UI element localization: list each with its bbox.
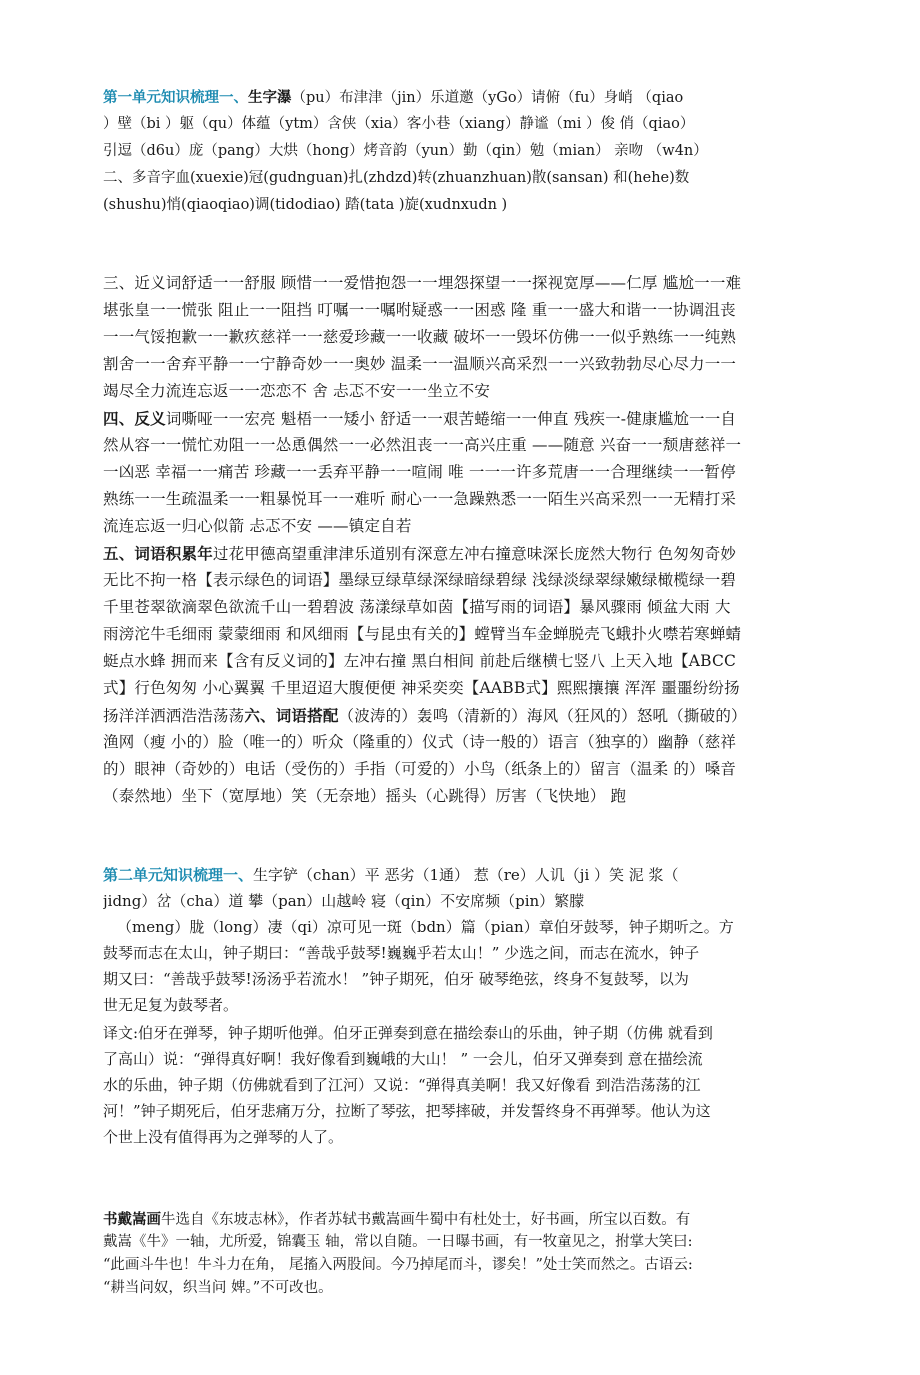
translation-line: 个世上没有值得再为之弹琴的人了。: [103, 1128, 344, 1146]
antonyms-heading: 四、反义: [103, 409, 166, 428]
unit1-section: [103, 84, 818, 219]
unit2-line: 第二单元知识梳理一、生字铲（chan）平 恶劣（1通） 惹（re）人讥（ji ）笑 泥 浆（: [103, 866, 679, 884]
unit1-line-1: 第一单元知识梳理一、生字瀑（pu）布津津（jin）乐道邀（yGo）请俯（fu）身峭 （qiao: [103, 89, 684, 106]
unit2-section: [103, 862, 818, 1018]
shudai-line: 书戴嵩画牛选自《东坡志林》，作者苏轼书戴嵩画牛蜀中有杜处士，好书画，所宝以百数。有: [103, 1211, 691, 1228]
unit2-line: 鼓琴而志在太山，钟子期曰：“善哉乎鼓琴!巍巍乎若太山！” 少选之间，而志在流水，钟子: [103, 944, 700, 962]
vocabulary-line: 式】行色匆匆 小心翼翼 千里迢迢大腹便便 神采奕奕【AABB式】熙熙攘攘 浑浑 噩噩纷纷扬: [103, 679, 740, 697]
synonyms-line: 一一气馁抱歉一一歉疚慈祥一一慈爱珍藏一一收藏 破坏一一毁坏仿佛一一似乎熟练一一纯熟: [103, 328, 737, 346]
unit1-subheading: 生字瀑: [248, 89, 292, 106]
collocation-line: 的）眼神（奇妙的）电话（受伤的）手指（可爱的）小鸟（纸条上的）留言（温柔 的）嗓音: [103, 760, 737, 778]
antonyms-line: 一凶恶 幸福一一痛苦 珍藏一一丢弃平静一一喧闹 唯 一一一许多荒唐一一合理继续一一暂停: [103, 463, 736, 481]
shudai-line: “此画斗牛也！牛斗力在角， 尾搐入两股间。今乃掉尾而斗，谬矣！”处士笑而然之。古语云:: [103, 1257, 693, 1273]
shudai-line: 戴嵩《牛》一轴，尤所爱，锦囊玉 轴，常以自随。一日曝书画，有一牧童见之，拊掌大笑曰:: [103, 1234, 693, 1250]
vocabulary-line: 蜓点水蜂 拥而来【含有反义词的】左冲右撞 黑白相间 前赴后继横七竖八 上天入地【ABCC: [103, 652, 737, 670]
vocabulary-line: 五、词语积累年过花甲德高望重津津乐道别有深意左冲右撞意味深长庞然大物行 色匆匆奇妙: [103, 544, 737, 563]
vocabulary-line: 雨滂沱牛毛细雨 蒙蒙细雨 和风细雨【与昆虫有关的】螳臂当车金蝉脱壳飞蛾扑火噤若寒蝉蜻: [103, 625, 742, 643]
translation-section: [103, 1020, 818, 1150]
translation-line: 了高山）说：“弹得真好啊！我好像看到巍峨的大山！ ” 一会儿，伯牙又弹奏到 意在描绘流: [103, 1050, 703, 1068]
synonyms-line: 割舍一一舍弃平静一一宁静奇妙一一奥妙 温柔一一温顺兴高采烈一一兴致勃勃尽心尽力一一: [103, 355, 737, 373]
collocation-line: （泰然地）坐下（宽厚地）笑（无奈地）摇头（心跳得）厉害（飞快地） 跑: [103, 787, 627, 805]
antonyms-line: 流连忘返一归心似箭 忐忑不安 ——镇定自若: [103, 517, 412, 535]
vocabulary-heading: 五、词语积累年: [103, 544, 213, 563]
synonyms-section: [103, 270, 818, 405]
antonyms-line: 四、反义词嘶哑一一宏亮 魁梧一一矮小 舒适一一艰苦蜷缩一一伸直 残疾一-健康尴尬一一自: [103, 409, 737, 428]
unit2-line: 世无足复为鼓琴者。: [103, 996, 239, 1014]
synonyms-line: 竭尽全力流连忘返一一恋恋不 舍 忐忑不安一一坐立不安: [103, 382, 491, 400]
vocabulary-line: 扬洋洋洒洒浩浩荡荡六、词语搭配（波涛的）轰鸣（清新的）海风（狂风的）怒吼（撕破的）: [103, 706, 747, 725]
vocabulary-line: 千里苍翠欲滴翠色欲流千山一碧碧波 荡漾绿草如茵【描写雨的词语】暴风骤雨 倾盆大雨 大: [103, 598, 731, 616]
collocation-heading: 六、词语搭配: [244, 706, 339, 725]
unit2-line: jidng）岔（cha）道 攀（pan）山越岭 寝（qin）不安席频（pin）繁朦: [103, 892, 585, 910]
vocabulary-section: [103, 540, 818, 810]
shudai-line: “耕当问奴，织当问 婢。”不可改也。: [103, 1280, 333, 1296]
translation-line: 水的乐曲，钟子期（仿佛就看到了江河）又说：“弹得真美啊！我又好像看 到浩浩荡荡的江: [103, 1076, 701, 1094]
translation-line: 译文:伯牙在弹琴，钟子期听他弹。伯牙正弹奏到意在描绘泰山的乐曲，钟子期（仿佛 就看到: [103, 1024, 713, 1042]
unit1-line-3: 引逗（d6u）庞（pang）大烘（hong）烤音韵（yun）勤（qin）勉（mian） 亲吻 （w4n）: [103, 143, 708, 159]
shudai-section: [103, 1208, 818, 1300]
synonyms-line: 堪张皇一一慌张 阻止一一阻挡 叮嘱一一嘱咐疑惑一一困惑 隆 重一一盛大和谐一一协调沮丧: [103, 301, 736, 319]
vocabulary-line: 无比不拘一格【表示绿色的词语】墨绿豆绿草绿深绿暗绿碧绿 浅绿淡绿翠绿嫩绿橄榄绿一碧: [103, 571, 737, 589]
collocation-line: 渔网（瘦 小的）脸（唯一的）听众（隆重的）仪式（诗一般的）语言（独享的）幽静（慈祥: [103, 733, 737, 751]
unit1-line-2: ）壁（bi ）躯（qu）体蕴（ytm）含侠（xia）客小巷（xiang）静谧（mi ）俊 俏（qiao）: [103, 116, 695, 132]
antonyms-section: [103, 405, 818, 540]
synonyms-line: 三、近义词舒适一一舒服 顾惜一一爱惜抱怨一一埋怨探望一一探视宽厚——仁厚 尴尬一一难: [103, 274, 742, 292]
antonyms-line: 然从容一一慌忙劝阻一一怂恿偶然一一必然沮丧一一高兴庄重 ——随意 兴奋一一颓唐慈祥一: [103, 436, 742, 454]
unit1-heading: 第一单元知识梳理一、: [103, 89, 248, 106]
unit2-line: （meng）胧（long）凄（qi）凉可见一斑（bdn）篇（pian）章伯牙鼓琴，钟子期听之。方: [117, 918, 734, 936]
unit1-line-4: 二、多音字血(xuexie)冠(gudnguan)扎(zhdzd)转(zhuanzhuan)散(sansan) 和(hehe)数: [103, 170, 690, 186]
unit2-heading: 第二单元知识梳理一、: [103, 866, 254, 884]
antonyms-line: 熟练一一生疏温柔一一粗暴悦耳一一难听 耐心一一急躁熟悉一一陌生兴高采烈一一无精打采: [103, 490, 737, 508]
unit2-line: 期又曰：“善哉乎鼓琴!汤汤乎若流水！ ”钟子期死，伯牙 破琴绝弦，终身不复鼓琴，以为: [103, 970, 689, 988]
translation-line: 河！”钟子期死后，伯牙悲痛万分，拉断了琴弦，把琴摔破，并发誓终身不再弹琴。他认为这: [103, 1102, 711, 1120]
shudai-heading: 书戴嵩画: [103, 1211, 161, 1228]
unit1-line-5: (shushu)悄(qiaoqiao)调(tidodiao) 踏(tata )旋(xudnxudn ): [103, 197, 508, 213]
